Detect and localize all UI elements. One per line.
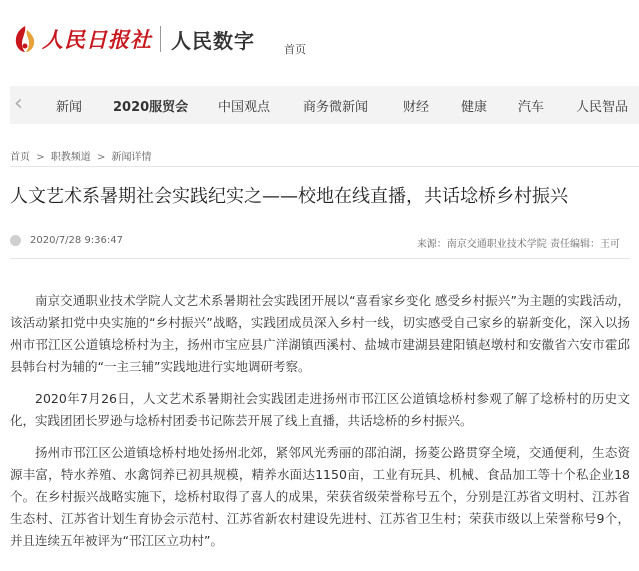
article-paragraph: 南京交通职业技术学院人文艺术系暑期社会实践团开展以“喜看家乡变化 感受乡村振兴”为主题的实践活动，该活动紧扣党中央实施的“乡村振兴”战略，实践团成员深入乡村一线，切实感受自己家乡的崭新变化，深入以扬州市邗江区公道镇埝桥村为主，扬州市宝应县广洋湖镇西溪村、盐城市建湖县建阳镇赵墩村和安徽省六安市霍邱县韩台村为辅的“一主三辅”实践地进行实地调研考察。: [10, 293, 630, 374]
brand-name: 人民数字: [171, 28, 255, 53]
people-daily-logo-icon: [12, 24, 38, 54]
divider: [10, 258, 630, 259]
article-paragraph: 扬州市邗江区公道镇埝桥村地处扬州北郊，紧邻风光秀丽的邵泊湖，扬菱公路贯穿全境，交通便利，生态资源丰富，特水养殖、水禽饲养已初具规模，精养水面达1150亩，工业有玩具、机械、食品加工等十个私企业18个。在乡村振兴战略实施下，埝桥村取得了喜人的成果，荣获省级荣誉称号五个，分别是江苏省文明村、江苏省生态村、江苏省计划生育协会示范村、江苏省新农村建设先进村、江苏省卫生村；荣获市级以上荣誉称号9个，并且连续五年被评为“邗江区立功村”。: [10, 445, 630, 548]
nav-item-opinion[interactable]: 中国观点: [218, 100, 271, 115]
breadcrumb-home[interactable]: 首页: [10, 152, 30, 163]
nav-item-business[interactable]: 商务微新闻: [303, 100, 369, 115]
site-logo[interactable]: [12, 24, 255, 54]
home-link[interactable]: 首页: [284, 43, 306, 56]
article-title: 人文艺术系暑期社会实践纪实之——校地在线直播，共话埝桥乡村振兴: [10, 186, 568, 207]
nav-item-news[interactable]: 新闻: [56, 100, 83, 115]
breadcrumb-separator: >: [96, 152, 106, 163]
nav-item-fair[interactable]: 2020服贸会: [113, 100, 189, 115]
publish-date: 2020/7/28 9:36:47: [30, 235, 124, 246]
breadcrumb-channel[interactable]: 职教频道: [50, 152, 91, 163]
nav-item-smart[interactable]: 人民智品: [576, 100, 629, 115]
divider: [10, 166, 639, 167]
main-nav: [10, 86, 639, 124]
nav-item-finance[interactable]: 财经: [403, 100, 430, 115]
nav-item-auto[interactable]: 汽车: [518, 100, 545, 115]
article-paragraph: 2020年7月26日，人文艺术系暑期社会实践团走进扬州市邗江区公道镇埝桥村参观了解了埝桥村的历史文化，实践团团长罗逊与埝桥村团委书记陈芸开展了线上直播，共话埝桥的乡村振兴。: [10, 391, 630, 428]
nav-item-health[interactable]: 健康: [461, 100, 488, 115]
clock-icon: [10, 235, 21, 246]
breadcrumb-current: 新闻详情: [111, 152, 152, 163]
logo-wordmark: 人民日报社: [42, 27, 152, 52]
article-meta: [10, 233, 630, 251]
breadcrumb-separator: >: [36, 152, 45, 163]
nav-prev-arrow-icon[interactable]: ‹: [14, 91, 23, 116]
article-body: [10, 290, 630, 562]
site-header: [0, 0, 639, 88]
article-source: 来源：南京交通职业技术学院 责任编辑：王可: [416, 239, 620, 250]
breadcrumb: [10, 148, 152, 163]
logo-divider: [160, 26, 161, 52]
